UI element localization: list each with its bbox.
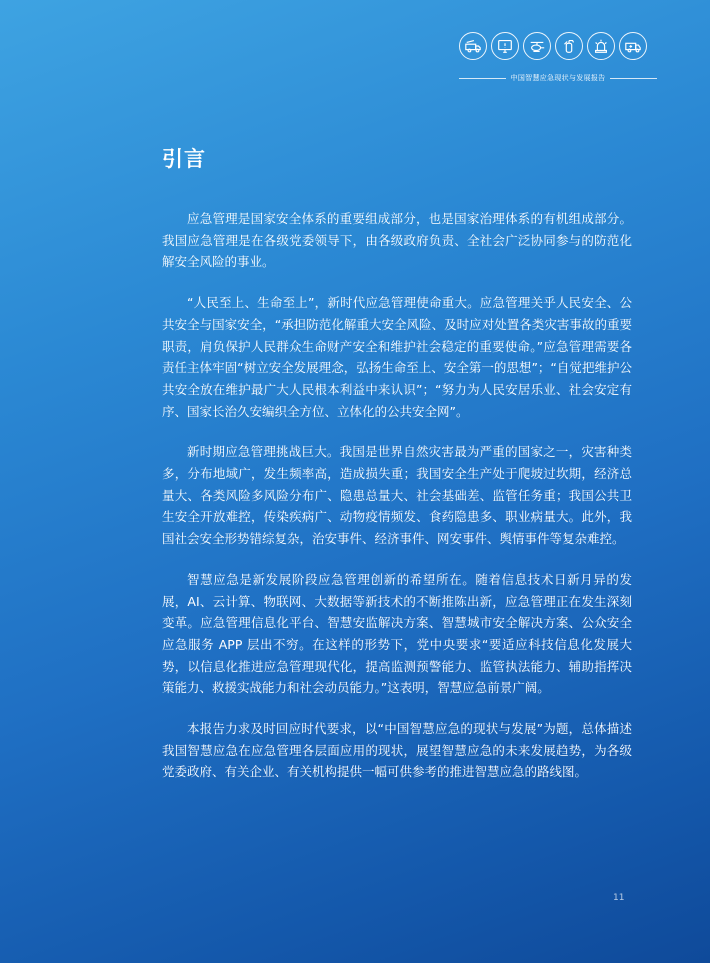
body-text	[162, 208, 632, 802]
paragraph-4: 智慧应急是新发展阶段应急管理创新的希望所在。随着信息技术日新月异的发展，AI、云计算、物联网、大数据等新技术的不断推陈出新，应急管理正在发生深刻变革。应急管理信息化平台、智慧安监解决方案、智慧城市安全解决方案、公众安全应急服务 APP 层出不穷。在这样的形势下，党中央要求“要适应科技信息化发展大势，以信息化推进应急管理现代化，提高监测预警能力、监管执法能力、辅助指挥决策能力、救援实战能力和社会动员能力。”这表明，智慧应急前景广阔。	[162, 571, 632, 696]
ambulance-icon	[619, 32, 647, 60]
fire-truck-icon	[459, 32, 487, 60]
header-icon-row	[459, 32, 659, 62]
alarm-light-icon	[587, 32, 615, 60]
report-title: 中国智慧应急现状与发展报告	[510, 74, 606, 82]
header-rule-left	[459, 78, 506, 79]
paragraph-5: 本报告力求及时回应时代要求，以“中国智慧应急的现状与发展”为题，总体描述我国智慧应急在应急管理各层面应用的现状，展望智慧应急的未来发展趋势，为各级党委政府、有关企业、有关机构提供一幅可供参考的推进智慧应急的路线图。	[162, 721, 632, 780]
fire-extinguisher-icon	[555, 32, 583, 60]
monitor-alert-icon	[491, 32, 519, 60]
header-title-bar	[459, 73, 657, 83]
paragraph-2: “人民至上、生命至上”，新时代应急管理使命重大。应急管理关乎人民安全、公共安全与国家安全，“承担防范化解重大安全风险、及时应对处置各类灾害事故的重要职责，肩负保护人民群众生命财产安全和维护社会稳定的重要使命。”应急管理需要各责任主体牢固“树立安全发展理念，弘扬生命至上、安全第一的思想”；“自觉把维护公共安全放在维护最广大人民根本利益中来认识”；“努力为人民安居乐业、社会安定有序、国家长治久安编织全方位、立体化的公共安全网”。	[162, 295, 632, 419]
page-title: 引言	[162, 147, 206, 171]
page-number: 11	[613, 893, 625, 903]
helicopter-icon	[523, 32, 551, 60]
paragraph-3: 新时期应急管理挑战巨大。我国是世界自然灾害最为严重的国家之一，灾害种类多，分布地域广，发生频率高，造成损失重；我国安全生产处于爬坡过坎期，经济总量大、各类风险多风险分布广、隐患总量大、社会基础差、监管任务重；我国公共卫生安全开放难控，传染疾病广、动物疫情频发、食药隐患多、职业病量大。此外，我国社会安全形势错综复杂，治安事件、经济事件、网安事件、舆情事件等复杂难控。	[162, 444, 632, 547]
header-rule-right	[610, 78, 657, 79]
paragraph-1: 应急管理是国家安全体系的重要组成部分，也是国家治理体系的有机组成部分。我国应急管理是在各级党委领导下，由各级政府负责、全社会广泛协同参与的防范化解安全风险的事业。	[162, 211, 632, 270]
